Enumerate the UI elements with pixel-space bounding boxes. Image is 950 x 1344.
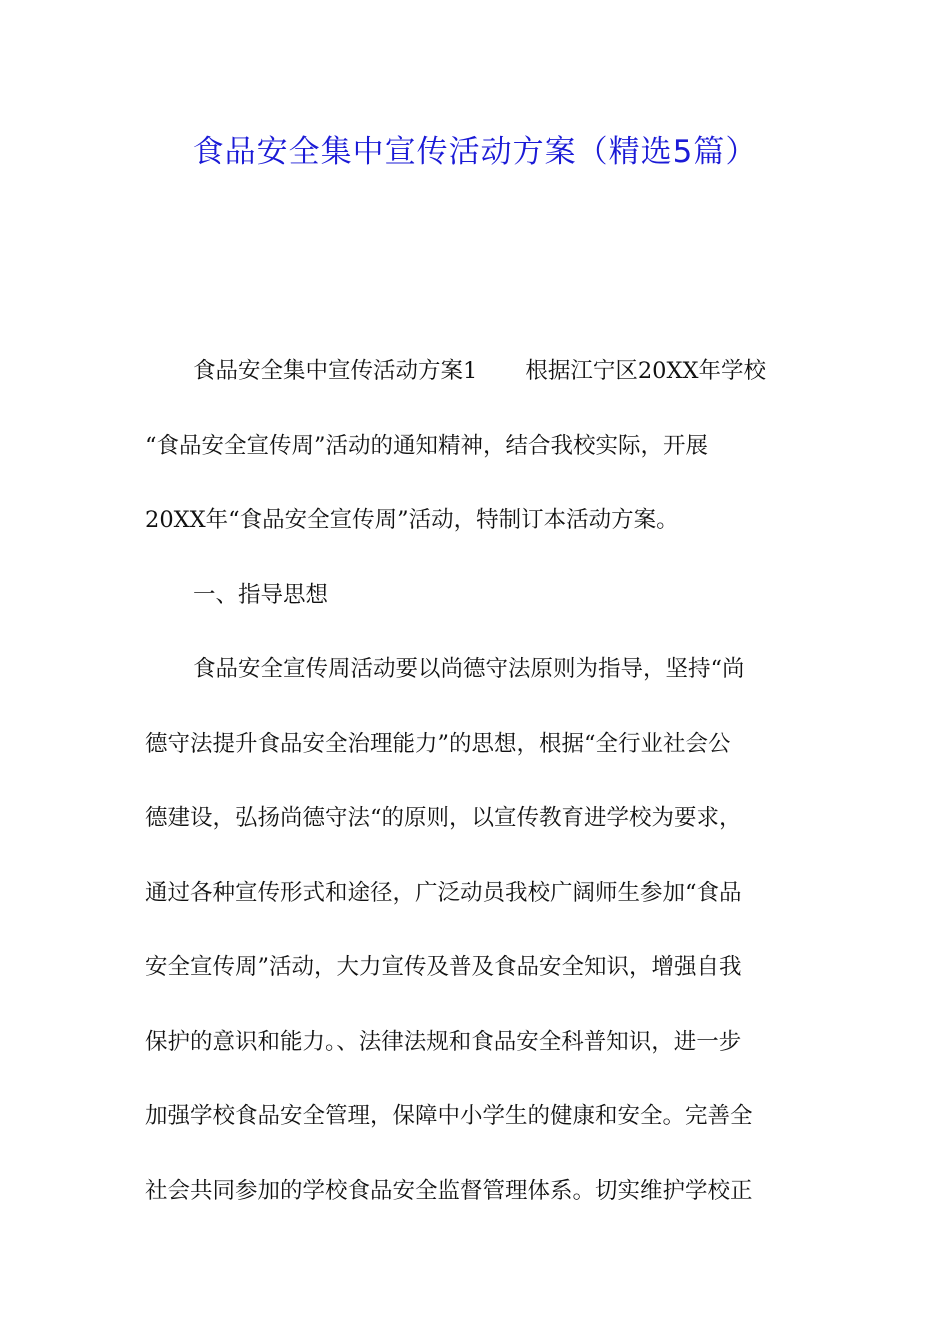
section-heading: 一、指导思想 xyxy=(193,581,329,608)
paragraph-line: “食品安全宣传周”活动的通知精神，结合我校实际，开展 xyxy=(145,432,709,459)
paragraph-line: 德建设，弘扬尚德守法“的原则，以宣传教育进学校为要求， xyxy=(145,805,742,831)
paragraph-line: 保护的意识和能力。、法律法规和食品安全科普知识，进一步 xyxy=(145,1028,742,1055)
paragraph-line: 加强学校食品安全管理，保障中小学生的健康和安全。完善全 xyxy=(145,1103,753,1129)
paragraph-line: 社会共同参加的学校食品安全监督管理体系。切实维护学校正 xyxy=(145,1177,753,1204)
paragraph-line: 食品安全宣传周活动要以尚德守法原则为指导，坚持“尚 xyxy=(193,656,745,682)
paragraph-line: 安全宣传周”活动，大力宣传及普及食品安全知识，增强自我 xyxy=(145,954,742,980)
paragraph-line xyxy=(145,334,807,409)
document-body xyxy=(145,334,807,1228)
paragraph-line: 德守法提升食品安全治理能力”的思想，根据“全行业社会公 xyxy=(145,730,731,757)
document-title: 食品安全集中宣传活动方案（精选5篇） xyxy=(192,134,758,170)
paragraph-text: 根据江宁区20XX年学校 xyxy=(525,358,766,384)
paragraph-line: 20XX年“食品安全宣传周”活动，特制订本活动方案。 xyxy=(145,507,679,533)
section-heading-inline: 食品安全集中宣传活动方案1 xyxy=(193,358,478,384)
paragraph-line: 通过各种宣传形式和途径，广泛动员我校广阔师生参加“食品 xyxy=(145,879,742,906)
